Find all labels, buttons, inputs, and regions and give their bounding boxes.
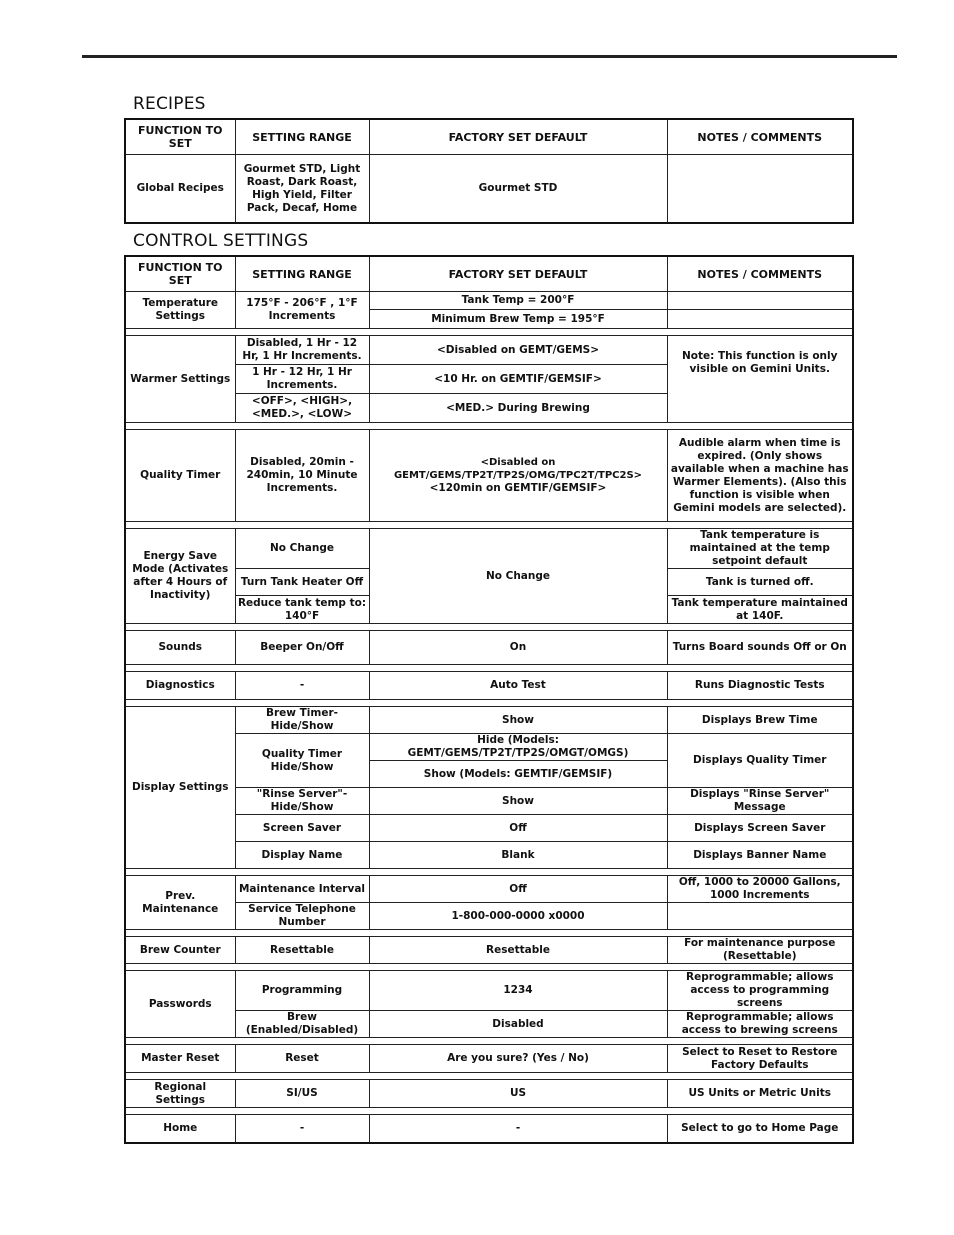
header-function: FUNCTION TO SET (125, 256, 235, 292)
spacer-row (125, 665, 853, 672)
warmer-range-2: 1 Hr - 12 Hr, 1 Hr Increments. (235, 365, 369, 394)
spacer-row (125, 522, 853, 529)
spacer-row (125, 1073, 853, 1080)
display-qt-range: Quality Timer Hide/Show (235, 734, 369, 788)
maintenance-notes-1: Off, 1000 to 20000 Gallons, 1000 Increments (667, 876, 853, 903)
display-brew-notes: Displays Brew Time (667, 707, 853, 734)
global-recipes-notes (667, 155, 853, 224)
display-qt-default-1: Hide (Models: GEMT/GEMS/TP2T/TP2S/OMGT/OMGS) (369, 734, 667, 761)
energy-save-range-3: Reduce tank temp to: 140°F (235, 596, 369, 624)
warmer-default-3: <MED.> During Brewing (369, 394, 667, 423)
table-row (125, 937, 853, 964)
maintenance-notes-2 (667, 903, 853, 930)
control-header-row (125, 256, 853, 292)
table-row (125, 1080, 853, 1108)
display-name-notes: Displays Banner Name (667, 842, 853, 869)
quality-timer-notes: Audible alarm when time is expired. (Only shows available when a machine has Warmer Elements). (Also this function is visible when Gemini models are selected). (667, 430, 853, 522)
quality-timer-default-1: <Disabled on GEMT/GEMS/TP2T/TP2S/OMG/TPC2T/TPC2S> (393, 457, 643, 481)
sounds-default: On (369, 631, 667, 665)
table-row (125, 1115, 853, 1144)
warmer-function: Warmer Settings (125, 336, 235, 423)
header-notes: NOTES / COMMENTS (667, 256, 853, 292)
recipes-heading: RECIPES (133, 94, 206, 114)
recipes-header-row (125, 119, 853, 155)
energy-save-function: Energy Save Mode (Activates after 4 Hours of Inactivity) (125, 529, 235, 624)
sounds-notes: Turns Board sounds Off or On (667, 631, 853, 665)
table-row (125, 292, 853, 310)
display-saver-notes: Displays Screen Saver (667, 815, 853, 842)
sounds-range: Beeper On/Off (235, 631, 369, 665)
home-default: - (369, 1115, 667, 1144)
home-range: - (235, 1115, 369, 1144)
warmer-range-3: <OFF>, <HIGH>, <MED.>, <LOW> (235, 394, 369, 423)
table-row (125, 876, 853, 903)
control-settings-heading: CONTROL SETTINGS (133, 231, 309, 251)
spacer-row (125, 964, 853, 971)
table-row (125, 707, 853, 734)
header-default: FACTORY SET DEFAULT (369, 119, 667, 155)
display-saver-range: Screen Saver (235, 815, 369, 842)
display-name-default: Blank (369, 842, 667, 869)
table-row (125, 788, 853, 815)
temperature-default-tank: Tank Temp = 200°F (369, 292, 667, 310)
warmer-default-1: <Disabled on GEMT/GEMS> (369, 336, 667, 365)
spacer-row (125, 869, 853, 876)
display-qt-notes: Displays Quality Timer (667, 734, 853, 788)
energy-save-range-1: No Change (235, 529, 369, 569)
passwords-function: Passwords (125, 971, 235, 1038)
table-row (125, 971, 853, 1011)
display-rinse-notes: Displays "Rinse Server" Message (667, 788, 853, 815)
display-brew-range: Brew Timer-Hide/Show (235, 707, 369, 734)
quality-timer-range: Disabled, 20min - 240min, 10 Minute Increments. (235, 430, 369, 522)
table-row (125, 631, 853, 665)
temperature-notes (667, 292, 853, 310)
passwords-default-1: 1234 (369, 971, 667, 1011)
brew-counter-notes: For maintenance purpose (Resettable) (667, 937, 853, 964)
passwords-range-2: Brew (Enabled/Disabled) (235, 1011, 369, 1038)
energy-save-notes-2: Tank is turned off. (667, 569, 853, 596)
spacer-row (125, 930, 853, 937)
table-row (125, 903, 853, 930)
control-settings-table (124, 255, 854, 1144)
brew-counter-default: Resettable (369, 937, 667, 964)
energy-save-range-2: Turn Tank Heater Off (235, 569, 369, 596)
maintenance-default-2: 1-800-000-0000 x0000 (369, 903, 667, 930)
spacer-row (125, 329, 853, 336)
global-recipes-default: Gourmet STD (369, 155, 667, 224)
energy-save-default: No Change (369, 529, 667, 624)
diagnostics-range: - (235, 672, 369, 700)
energy-save-notes-1: Tank temperature is maintained at the temp setpoint default (667, 529, 853, 569)
spacer-row (125, 423, 853, 430)
display-qt-default-2: Show (Models: GEMTIF/GEMSIF) (369, 761, 667, 788)
master-reset-range: Reset (235, 1045, 369, 1073)
table-row (125, 815, 853, 842)
brew-counter-range: Resettable (235, 937, 369, 964)
home-notes: Select to go to Home Page (667, 1115, 853, 1144)
temperature-notes (667, 310, 853, 329)
table-row (125, 1045, 853, 1073)
spacer-row (125, 700, 853, 707)
energy-save-notes-3: Tank temperature maintained at 140F. (667, 596, 853, 624)
header-range: SETTING RANGE (235, 119, 369, 155)
warmer-notes: Note: This function is only visible on Gemini Units. (667, 336, 853, 423)
passwords-default-2: Disabled (369, 1011, 667, 1038)
maintenance-function: Prev. Maintenance (125, 876, 235, 930)
display-settings-function: Display Settings (125, 707, 235, 869)
regional-function: Regional Settings (125, 1080, 235, 1108)
header-range: SETTING RANGE (235, 256, 369, 292)
warmer-range-1: Disabled, 1 Hr - 12 Hr, 1 Hr Increments. (235, 336, 369, 365)
home-function: Home (125, 1115, 235, 1144)
spacer-row (125, 624, 853, 631)
recipes-table (124, 118, 854, 224)
table-row (125, 430, 853, 522)
table-row (125, 672, 853, 700)
regional-notes: US Units or Metric Units (667, 1080, 853, 1108)
header-function: FUNCTION TO SET (125, 119, 235, 155)
display-rinse-default: Show (369, 788, 667, 815)
table-row (125, 734, 853, 761)
passwords-notes-2: Reprogrammable; allows access to brewing screens (667, 1011, 853, 1038)
diagnostics-function: Diagnostics (125, 672, 235, 700)
spacer-row (125, 1038, 853, 1045)
master-reset-default: Are you sure? (Yes / No) (369, 1045, 667, 1073)
brew-counter-function: Brew Counter (125, 937, 235, 964)
top-rule (82, 55, 897, 58)
table-row (125, 842, 853, 869)
quality-timer-default (369, 430, 667, 522)
table-row (125, 336, 853, 365)
global-recipes-range: Gourmet STD, Light Roast, Dark Roast, High Yield, Filter Pack, Decaf, Home (235, 155, 369, 224)
sounds-function: Sounds (125, 631, 235, 665)
passwords-notes-1: Reprogrammable; allows access to programming screens (667, 971, 853, 1011)
maintenance-range-1: Maintenance Interval (235, 876, 369, 903)
maintenance-default-1: Off (369, 876, 667, 903)
diagnostics-default: Auto Test (369, 672, 667, 700)
passwords-range-1: Programming (235, 971, 369, 1011)
regional-range: SI/US (235, 1080, 369, 1108)
display-brew-default: Show (369, 707, 667, 734)
regional-default: US (369, 1080, 667, 1108)
header-notes: NOTES / COMMENTS (667, 119, 853, 155)
temperature-function: Temperature Settings (125, 292, 235, 329)
master-reset-notes: Select to Reset to Restore Factory Defaults (667, 1045, 853, 1073)
table-row (125, 1011, 853, 1038)
quality-timer-default-2: <120min on GEMTIF/GEMSIF> (429, 482, 607, 494)
global-recipes-function: Global Recipes (125, 155, 235, 224)
temperature-range: 175°F - 206°F , 1°F Increments (235, 292, 369, 329)
diagnostics-notes: Runs Diagnostic Tests (667, 672, 853, 700)
table-row (125, 529, 853, 569)
display-rinse-range: "Rinse Server"-Hide/Show (235, 788, 369, 815)
master-reset-function: Master Reset (125, 1045, 235, 1073)
display-saver-default: Off (369, 815, 667, 842)
display-name-range: Display Name (235, 842, 369, 869)
quality-timer-function: Quality Timer (125, 430, 235, 522)
table-row (125, 155, 853, 224)
temperature-default-brew: Minimum Brew Temp = 195°F (369, 310, 667, 329)
maintenance-range-2: Service Telephone Number (235, 903, 369, 930)
spacer-row (125, 1108, 853, 1115)
header-default: FACTORY SET DEFAULT (369, 256, 667, 292)
warmer-default-2: <10 Hr. on GEMTIF/GEMSIF> (369, 365, 667, 394)
